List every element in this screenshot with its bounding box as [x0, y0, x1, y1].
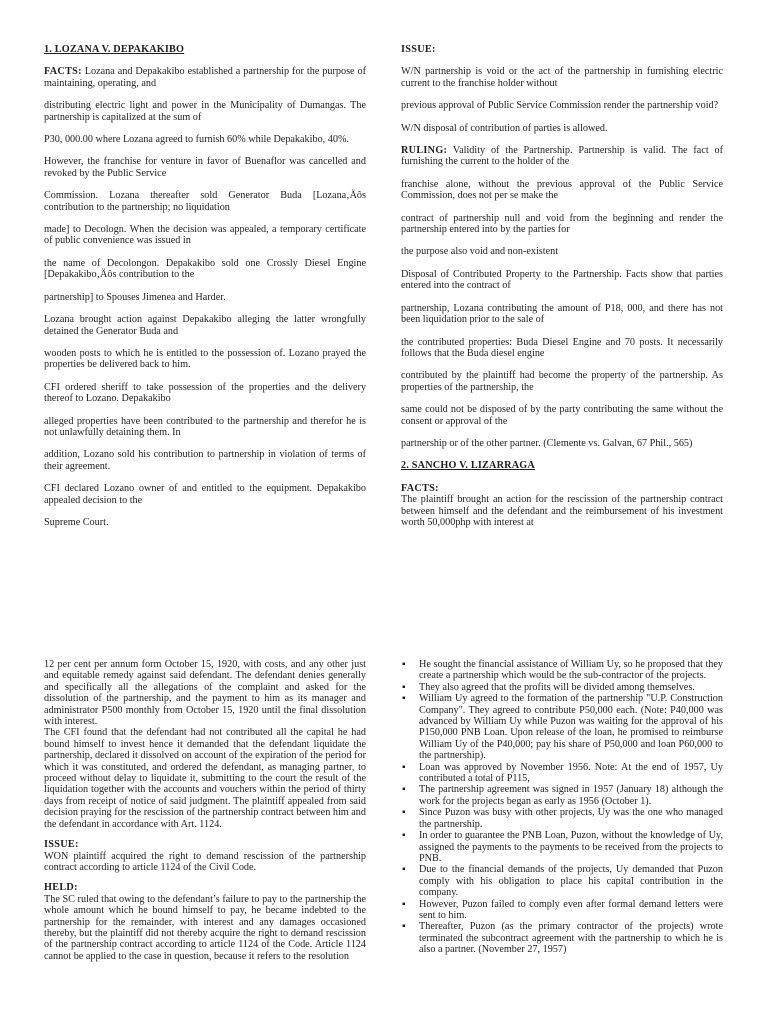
bullet-item: ▪ However, Puzon failed to comply even after formal demand letters were sent to him. — [401, 899, 723, 922]
facts-label: FACTS: — [44, 66, 82, 78]
ruling-paragraph: Disposal of Contributed Property to the Partnership. Facts show that parties entered into the contract of — [401, 268, 723, 292]
column-bottom-right — [401, 659, 723, 956]
ruling-paragraph: partnership or of the other partner. (Clemente vs. Galvan, 67 Phil., 565) — [401, 437, 693, 449]
body-paragraph: However, the franchise for venture in favor of Buenaflor was cancelled and revoked by the Public Service — [44, 156, 366, 179]
ruling-intro: Validity of the Partnership. Partnership is valid. The fact of furnishing the current to the holder of the — [401, 145, 723, 168]
issue-paragraph: W/N disposal of contribution of parties is allowed. — [401, 122, 608, 134]
bullet-item: ▪ Loan was approved by November 1956. Note: At the end of 1957, Uy contributed a total of P115, — [401, 762, 723, 785]
held-paragraph: The SC ruled that owing to the defendant’s failure to pay to the partnership the whole amount which he bound himself to pay, he became indebted to the partnership for the remainder, with interest and any damages occasioned thereby, but the plaintiff did not thereby acquire the right to demand rescission of the partnership contract according to article 1124 of the Code. Article 1124 cannot be applied to the case in question, because it refers to the resolution — [44, 893, 366, 962]
ruling-paragraph: the purpose also void and non-existent — [401, 246, 559, 258]
bullet-item: ▪ Due to the financial demands of the projects, Uy demanded that Puzon comply with his obligation to place his capital contribution in the company. — [401, 864, 723, 898]
bullet-item: ▪ Since Puzon was busy with other projects, Uy was the one who managed the partnership. — [401, 807, 723, 830]
case-title: 2. SANCHO V. LIZARRAGA — [401, 460, 535, 472]
column-top-right — [401, 44, 723, 528]
body-paragraph: Supreme Court. — [44, 516, 109, 528]
facts-intro: Lozana and Depakakibo established a partnership for the purpose of maintaining, operating, and — [44, 66, 366, 89]
bullet-item: ▪ The partnership agreement was signed in 1957 (January 18) although the work for the projects began as early as 1956 (October 1). — [401, 784, 723, 807]
body-paragraph: alleged properties have been contributed to the partnership and therefor he is not unlawfully detaining them. In — [44, 415, 366, 438]
body-paragraph: distributing electric light and power in the Municipality of Dumangas. The partnership is capitalized at the sum of — [44, 100, 366, 123]
body-paragraph: 12 per cent per annum form October 15, 1920, with costs, and any other just and equitable remedy against said defendant. The defendant denies generally and specifically all the allegations of the complaint and asked for the dissolution of the partnership, and the payment to him as its manager and administrator P500 monthly from October 15, 1920 until the final dissolution with interest. — [44, 659, 366, 728]
body-paragraph: made] to Decologn. When the decision was appealed, a temporary certificate of public convenience was issued in — [44, 224, 366, 247]
ruling-paragraph: same could not be disposed of by the party contributing the same without the consent or approval of the — [401, 404, 723, 427]
issue-paragraph: previous approval of Public Service Commission render the partnership void? — [401, 100, 719, 112]
body-paragraph: Lozana brought action against Depakakibo alleging the latter wrongfully detained the Generator Buda and — [44, 314, 366, 337]
body-paragraph: wooden posts to which he is entitled to the possession of. Lozano prayed the properties be delivered back to him. — [44, 347, 366, 371]
bullet-item: ▪ Thereafter, Puzon (as the primary contractor of the projects) wrote terminated the subcontract agreement with the partnership to which he is also a partner. (November 27, 1957) — [401, 921, 723, 955]
bullet-item: ▪ William Uy agreed to the formation of the partnership "U.P. Construction Company". They agreed to contribute P50,000 each. (Note: P40,000 was advanced by William Uy while Puzon was waiting for the approval of his P150,000 PNB Loan. Upon release of the loan, he promised to reimburse William Uy of the P40,000; pay his share of P50,000 and loan P60,000 to the partnership). — [401, 693, 723, 761]
facts-paragraph: The plaintiff brought an action for the rescission of the partnership contract between himself and the defendant and the reimbursement of his investment worth 50,000php with interest at — [401, 494, 723, 528]
ruling-paragraph: franchise alone, without the previous approval of the Public Service Commission, does not per se make the — [401, 178, 723, 202]
issue-heading: ISSUE: — [401, 44, 436, 55]
body-paragraph: partnership] to Spouses Jimenea and Harder. — [44, 291, 226, 303]
column-top-left — [44, 44, 366, 539]
issue-heading: ISSUE: — [44, 839, 79, 851]
body-paragraph: CFI ordered sheriff to take possession of the properties and the delivery thereof to Lozano. Depakakibo — [44, 381, 366, 405]
body-paragraph: addition, Lozano sold his contribution to partnership in violation of terms of their agreement. — [44, 449, 366, 472]
bullet-item: ▪ He sought the financial assistance of William Uy, so he proposed that they create a partnership which would be the sub-contractor of the projects. — [401, 659, 723, 682]
facts-bullet-list — [401, 659, 723, 956]
ruling-paragraph: contributed by the plaintiff had become the property of the partnership. As properties of the partnership, the — [401, 370, 723, 393]
held-heading: HELD: — [44, 882, 78, 894]
issue-paragraph: W/N partnership is void or the act of the partnership in furnishing electric current to the franchise holder without — [401, 66, 723, 89]
facts-paragraph — [44, 66, 366, 89]
body-paragraph: Commission. Lozana thereafter sold Generator Buda [Lozana‚Äôs contribution to the partnership; no liquidation — [44, 190, 366, 213]
facts-heading: FACTS: — [401, 482, 439, 494]
body-paragraph: P30, 000.00 where Lozana agreed to furnish 60% while Depakakibo, 40%. — [44, 134, 349, 146]
body-paragraph: The CFI found that the defendant had not contributed all the capital he had bound himself to invest hence it demanded that the defendant liquidate the partnership, declared it dissolved on account of the expiration of the period for which it was constituted, and ordered the defendant, as managing partner, to proceed without delay to liquidate it, submitting to the court the result of the liquidation together with the accounts and vouchers within the period of thirty days from receipt of notice of said judgment. The plaintiff appealed from said decision praying for the rescission of the partnership contract between him and the defendant in accordance with Art. 1124. — [44, 727, 366, 830]
case-title: 1. LOZANA V. DEPAKAKIBO — [44, 44, 185, 55]
column-bottom-left — [44, 659, 366, 962]
ruling-label: RULING: — [401, 145, 448, 157]
body-paragraph: CFI declared Lozano owner of and entitled to the equipment. Depakakibo appealed decision to the — [44, 483, 366, 506]
body-paragraph: the name of Decolongon. Depakakibo sold one Crossly Diesel Engine [Depakakibo‚Äôs contribution to the — [44, 257, 366, 281]
ruling-paragraph: partnership, Lozana contributing the amount of P18, 000, and there has not been liquidation prior to the sale of — [401, 302, 723, 326]
ruling-paragraph — [401, 145, 723, 168]
bullet-item: ▪ They also agreed that the profits will be divided among themselves. — [401, 682, 723, 693]
issue-paragraph: WON plaintiff acquired the right to demand rescission of the partnership contract according to article 1124 of the Civil Code. — [44, 850, 366, 873]
ruling-paragraph: the contributed properties: Buda Diesel Engine and 70 posts. It necessarily follows that the Buda diesel engine — [401, 336, 723, 359]
ruling-paragraph: contract of partnership null and void from the beginning and render the partnership entered into by the parties for — [401, 212, 723, 236]
bullet-item: ▪ In order to guarantee the PNB Loan, Puzon, without the knowledge of Uy, assigned the payments to the payments to be received from the projects to PNB. — [401, 830, 723, 864]
